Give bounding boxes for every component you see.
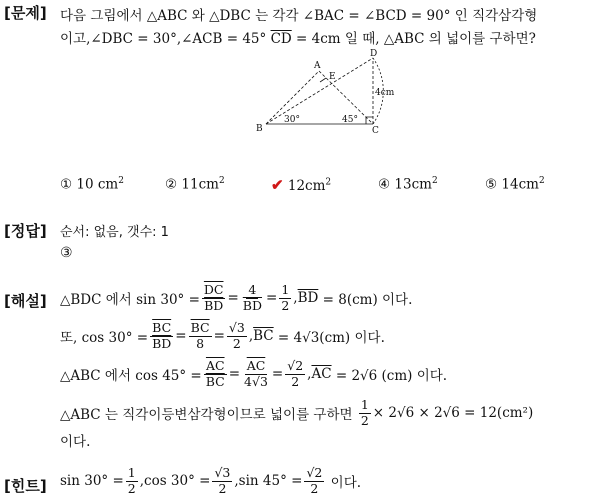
solution-tag: [해설] xyxy=(4,292,47,310)
choice-5[interactable]: ⑤ $14cm^2$ xyxy=(485,176,545,193)
solution-line-5: 이다. xyxy=(60,434,91,450)
solution-line-4: △ABC 는 직각이등변삼각형이므로 넓이를 구하면 $\frac{1}{2}$ × 2√6 × 2√6 = 12(cm²) xyxy=(60,397,534,428)
hint-line: sin 30° = $\frac{1}{2}$ ,cos 30° = $\frac{√3}{2}$ ,sin 45° = $\frac{√2}{2}$ 이다. xyxy=(60,465,362,496)
solution-line-1: △BDC 에서 sin 30° = $\frac{\overline{DC}}{BD}$ = $\frac{4}{BD}$ = $\frac{1}{2}$ , $\overline{BD}$ = 8(cm) 이다. xyxy=(60,282,413,313)
answer-meta: 순서: 없음, 갯수: 1 xyxy=(60,225,169,240)
right-angle-a xyxy=(320,78,326,82)
check-mark-icon: ✔ xyxy=(271,176,284,194)
angle-c-label: 45° xyxy=(342,115,358,125)
label-e: E xyxy=(329,72,336,82)
problem-line-1: 다음 그림에서 △ABC 와 △DBC 는 각각 ∠BAC = ∠BCD = 90° 인 직각삼각형 xyxy=(60,8,538,24)
choice-3[interactable]: ✔ $12cm^2$ xyxy=(271,176,332,194)
label-c: C xyxy=(372,126,379,136)
side-cd-label: 4cm xyxy=(375,88,395,98)
problem-tag: [문제] xyxy=(4,4,47,22)
choice-2[interactable]: ② $11cm^2$ xyxy=(165,176,225,193)
angle-b-label: 30° xyxy=(284,115,300,125)
hint-tag: [힌트] xyxy=(4,477,47,495)
choice-1[interactable]: ① 10 $cm^2$ xyxy=(60,176,124,193)
problem-line-2: 이고,∠DBC = 30°,∠ACB = 45° $\overline{CD} = 4cm$ 일 때, △ABC 의 넓이를 구하면? xyxy=(60,31,536,47)
answer-tag: [정답] xyxy=(4,222,47,240)
answer-value: ③ xyxy=(60,245,73,261)
choice-4[interactable]: ④ $13cm^2$ xyxy=(378,176,438,193)
solution-line-3: △ABC 에서 cos 45° = $\frac{\overline{AC}}{BC}$ = $\frac{\overline{AC}}{4√3}$ = $\frac{√2}{2}$ , $\overline{AC}$ = 2√6 (cm) 이다. xyxy=(60,358,448,389)
label-a: A xyxy=(314,61,321,71)
label-d: D xyxy=(370,49,378,59)
triangle-figure xyxy=(248,48,395,136)
label-b: B xyxy=(256,124,263,134)
solution-line-2: 또, cos 30° = $\frac{\overline{BC}}{BD}$ = $\frac{\overline{BC}}{8}$ = $\frac{√3}{2}$ , $\overline{BC}$ = 4√3(cm) 이다. xyxy=(60,320,385,351)
